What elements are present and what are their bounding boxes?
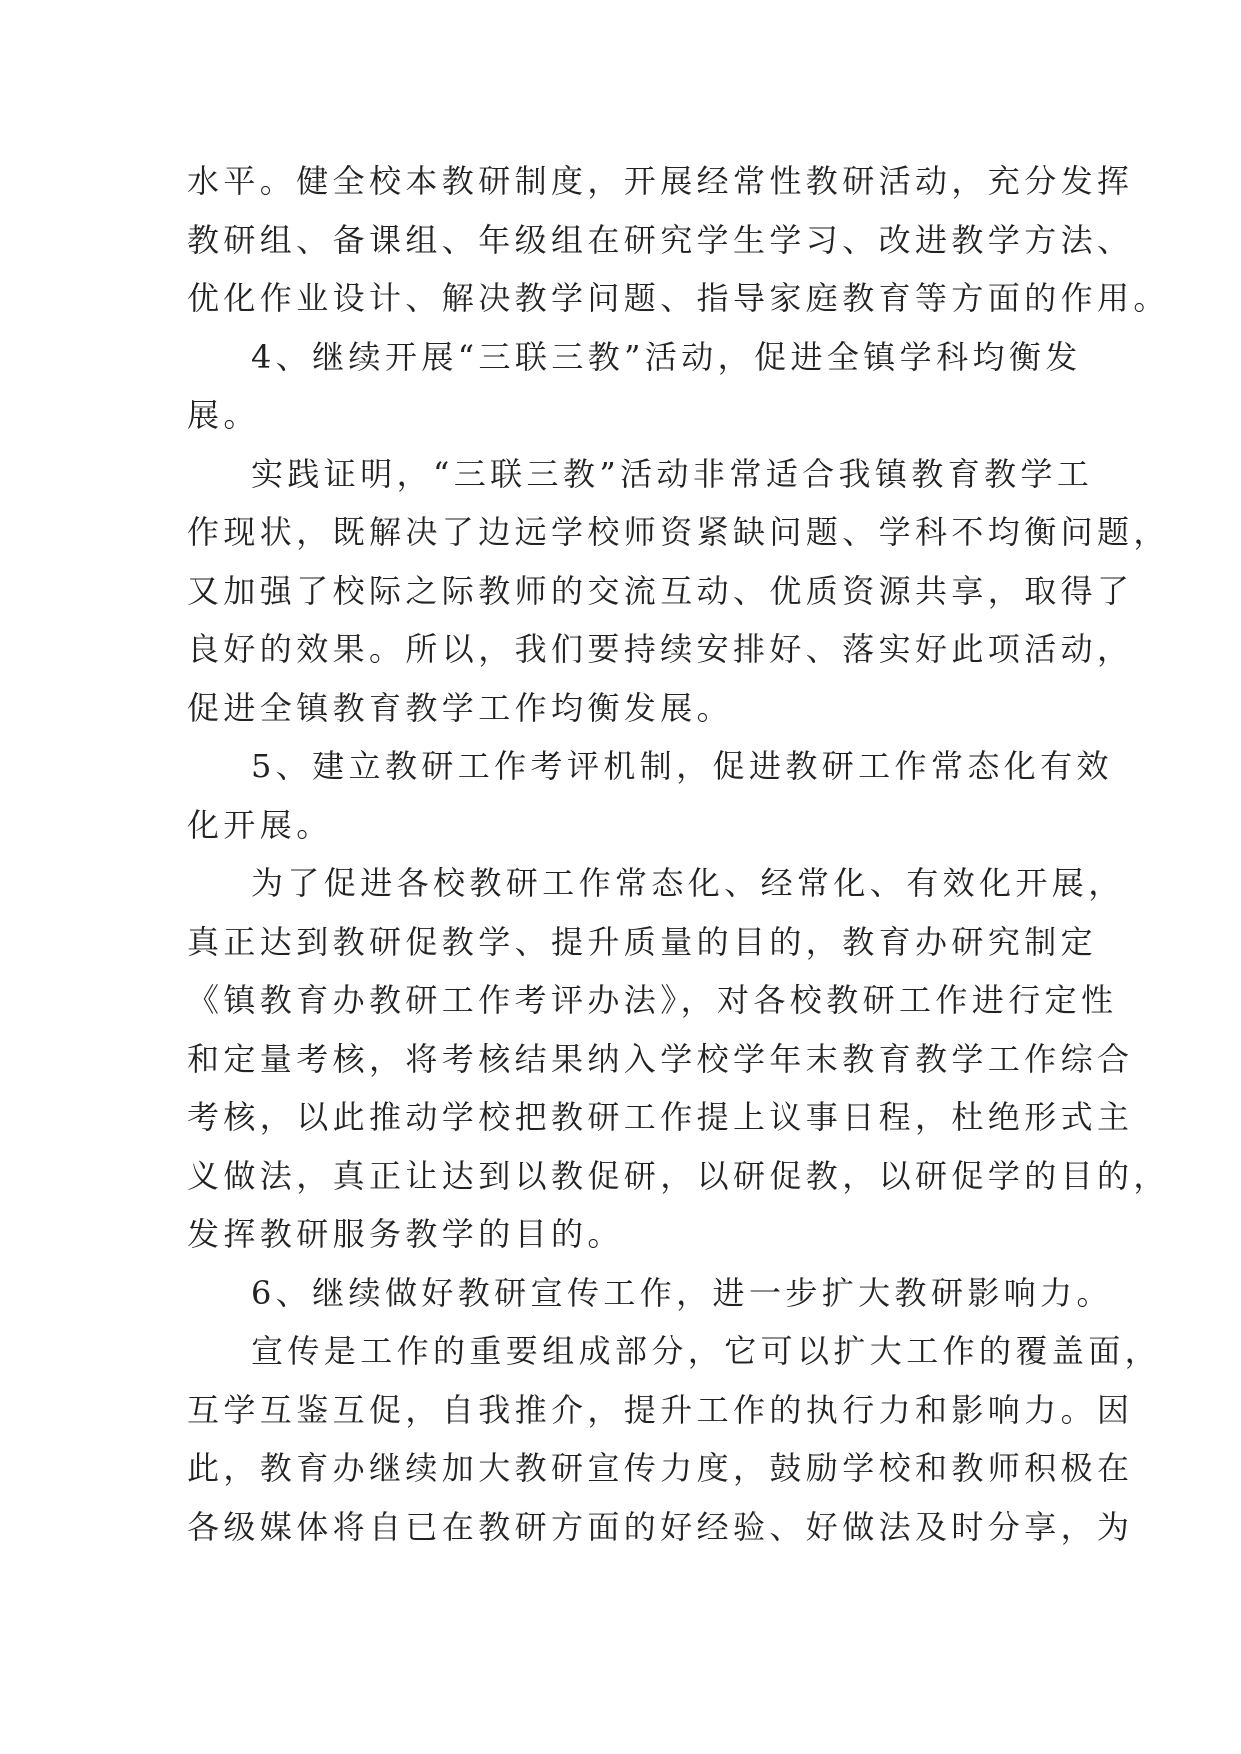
text-line: 真正达到教研促教学、提升质量的目的，教育办研究制定 xyxy=(187,922,1098,961)
body-text xyxy=(187,152,1170,1556)
text-line: 又加强了校际之际教师的交流互动、优质资源共享，取得了 xyxy=(187,571,1134,610)
text-line: 优化作业设计、解决教学问题、指导家庭教育等方面的作用。 xyxy=(187,279,1170,317)
text-line: 为了促进各校教研工作常态化、经常化、有效化开展， xyxy=(251,864,1125,902)
text-line: 《镇教育办教研工作考评办法》，对各校教研工作进行定性 xyxy=(187,981,1118,1019)
text-line: 宣传是工作的重要组成部分，它可以扩大工作的覆盖面， xyxy=(251,1332,1162,1370)
text-line: 促进全镇教育教学工作均衡发展。 xyxy=(187,688,734,727)
text-line: 各级媒体将自已在教研方面的好经验、好做法及时分享，为 xyxy=(187,1507,1134,1546)
text-line: 义做法，真正让达到以教促研，以研促教，以研促学的目的， xyxy=(187,1156,1170,1195)
text-line: 互学互鉴互促，自我推介，提升工作的执行力和影响力。因 xyxy=(187,1390,1134,1429)
text-line: 水平。健全校本教研制度，开展经常性教研活动，充分发挥 xyxy=(187,162,1134,200)
text-line: 教研组、备课组、年级组在研究学生学习、改进教学方法、 xyxy=(187,220,1134,259)
text-line: 化开展。 xyxy=(187,805,333,844)
text-line: 作现状，既解决了边远学校师资紧缺问题、学科不均衡问题， xyxy=(187,513,1170,551)
text-line: 发挥教研服务教学的目的。 xyxy=(187,1215,624,1253)
text-line: 展。 xyxy=(187,396,260,434)
text-line: 良好的效果。所以，我们要持续安排好、落实好此项活动， xyxy=(187,630,1134,668)
section-heading-6: 6、继续做好教研宣传工作，进一步扩大教研影响力。 xyxy=(251,1273,1113,1312)
section-heading-5: 5、建立教研工作考评机制，促进教研工作常态化有效 xyxy=(251,747,1113,785)
section-heading-4: 4、继续开展“三联三教”活动，促进全镇学科均衡发 xyxy=(251,337,1082,376)
text-line: 实践证明，“三联三教”活动非常适合我镇教育教学工 xyxy=(251,454,1094,493)
text-line: 此，教育办继续加大教研宣传力度，鼓励学校和教师积极在 xyxy=(187,1449,1134,1487)
text-line: 考核，以此推动学校把教研工作提上议事日程，杜绝形式主 xyxy=(187,1098,1134,1136)
text-line: 和定量考核，将考核结果纳入学校学年末教育教学工作综合 xyxy=(187,1039,1134,1078)
